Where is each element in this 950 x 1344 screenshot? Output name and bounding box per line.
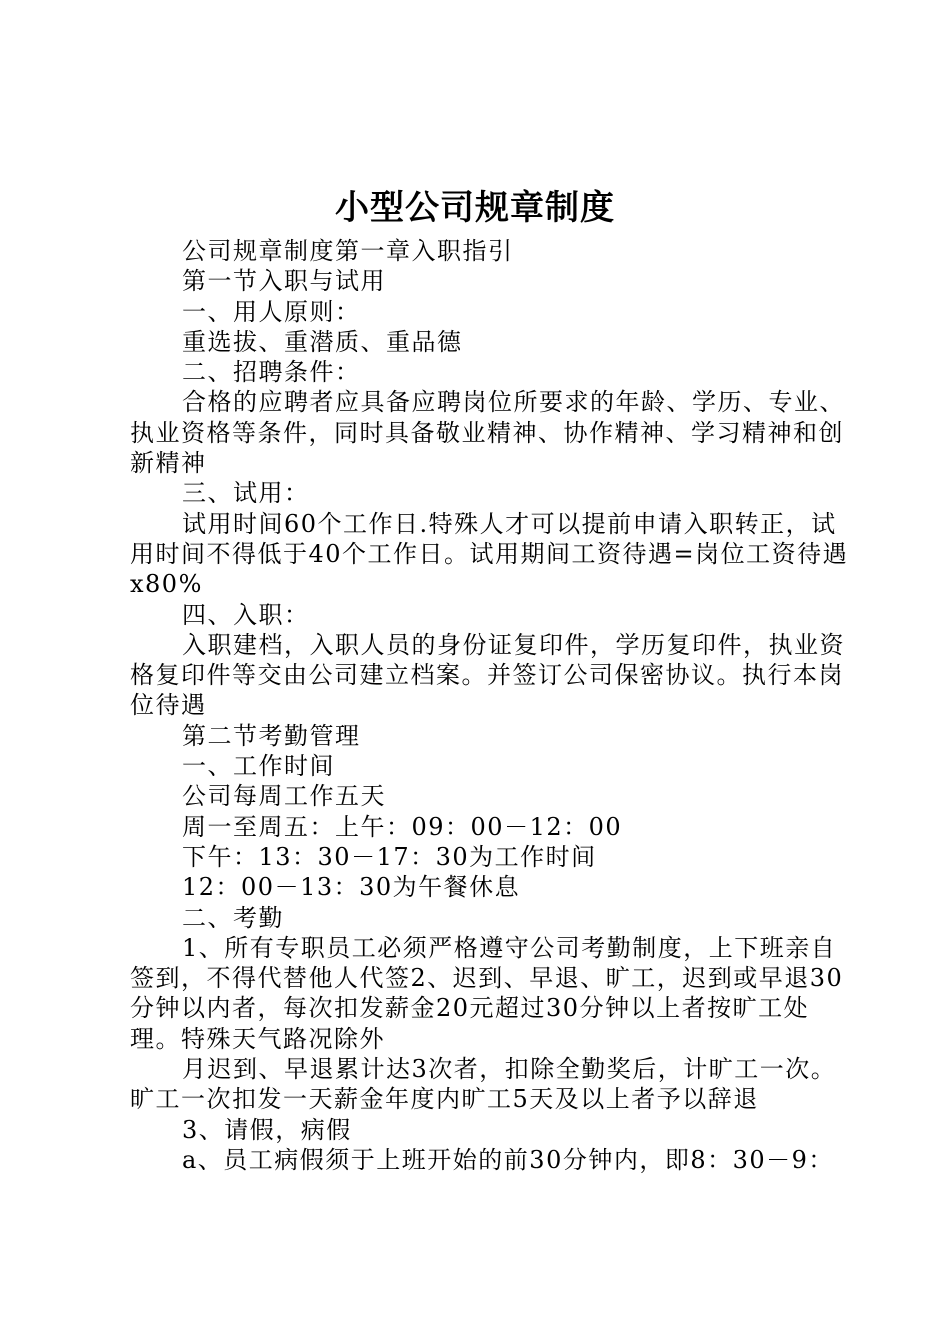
paragraph-sick-leave: a、员工病假须于上班开始的前30分钟内，即8：30－9： xyxy=(182,1145,834,1174)
paragraph-section-1-heading: 第一节入职与试用 xyxy=(182,267,386,296)
paragraph-morning-hours: 周一至周五：上午：09：00－12：00 xyxy=(182,812,623,841)
paragraph-work-days: 公司每周工作五天 xyxy=(182,782,386,811)
paragraph-recruit-conditions-heading: 二、招聘条件： xyxy=(182,358,361,387)
paragraph-work-hours-heading: 一、工作时间 xyxy=(182,752,335,781)
paragraph-probation: 试用时间60个工作日.特殊人才可以提前申请入职转正，试用时间不得低于40个工作日。试用期间工资待遇=岗位工资待遇x80% xyxy=(130,509,849,599)
paragraph-chapter-heading: 公司规章制度第一章入职指引 xyxy=(182,237,514,265)
paragraph-attendance-rules: 1、所有专职员工必须严格遵守公司考勤制度，上下班亲自签到，不得代替他人代签2、迟到、早退、旷工，迟到或早退30分钟以内者，每次扣发薪金20元超过30分钟以上者按旷工处理。特殊天气路况除外 xyxy=(130,933,844,1053)
paragraph-section-2-heading: 第二节考勤管理 xyxy=(182,721,361,750)
paragraph-attendance-heading: 二、考勤 xyxy=(182,903,284,932)
paragraph-hiring-principle-heading: 一、用人原则： xyxy=(182,297,361,326)
document-body xyxy=(130,236,850,1175)
paragraph-leave-heading: 3、请假，病假 xyxy=(182,1115,352,1144)
document-title: 小型公司规章制度 xyxy=(335,188,615,228)
paragraph-lateness-penalty: 月迟到、早退累计达3次者，扣除全勤奖后，计旷工一次。旷工一次扣发一天薪金年度内旷工5天及以上者予以辞退 xyxy=(130,1055,837,1114)
paragraph-onboarding: 入职建档，入职人员的身份证复印件，学历复印件，执业资格复印件等交由公司建立档案。并签订公司保密协议。执行本岗位待遇 xyxy=(130,630,845,720)
paragraph-recruit-conditions: 合格的应聘者应具备应聘岗位所要求的年龄、学历、专业、执业资格等条件，同时具备敬业精神、协作精神、学习精神和创新精神 xyxy=(130,388,845,478)
paragraph-probation-heading: 三、试用： xyxy=(182,479,310,508)
paragraph-afternoon-hours: 下午：13：30－17：30为工作时间 xyxy=(182,842,597,871)
paragraph-onboarding-heading: 四、入职： xyxy=(182,600,310,629)
paragraph-hiring-principle: 重选拔、重潜质、重品德 xyxy=(182,327,463,356)
paragraph-lunch-break: 12：00－13：30为午餐休息 xyxy=(182,873,521,902)
